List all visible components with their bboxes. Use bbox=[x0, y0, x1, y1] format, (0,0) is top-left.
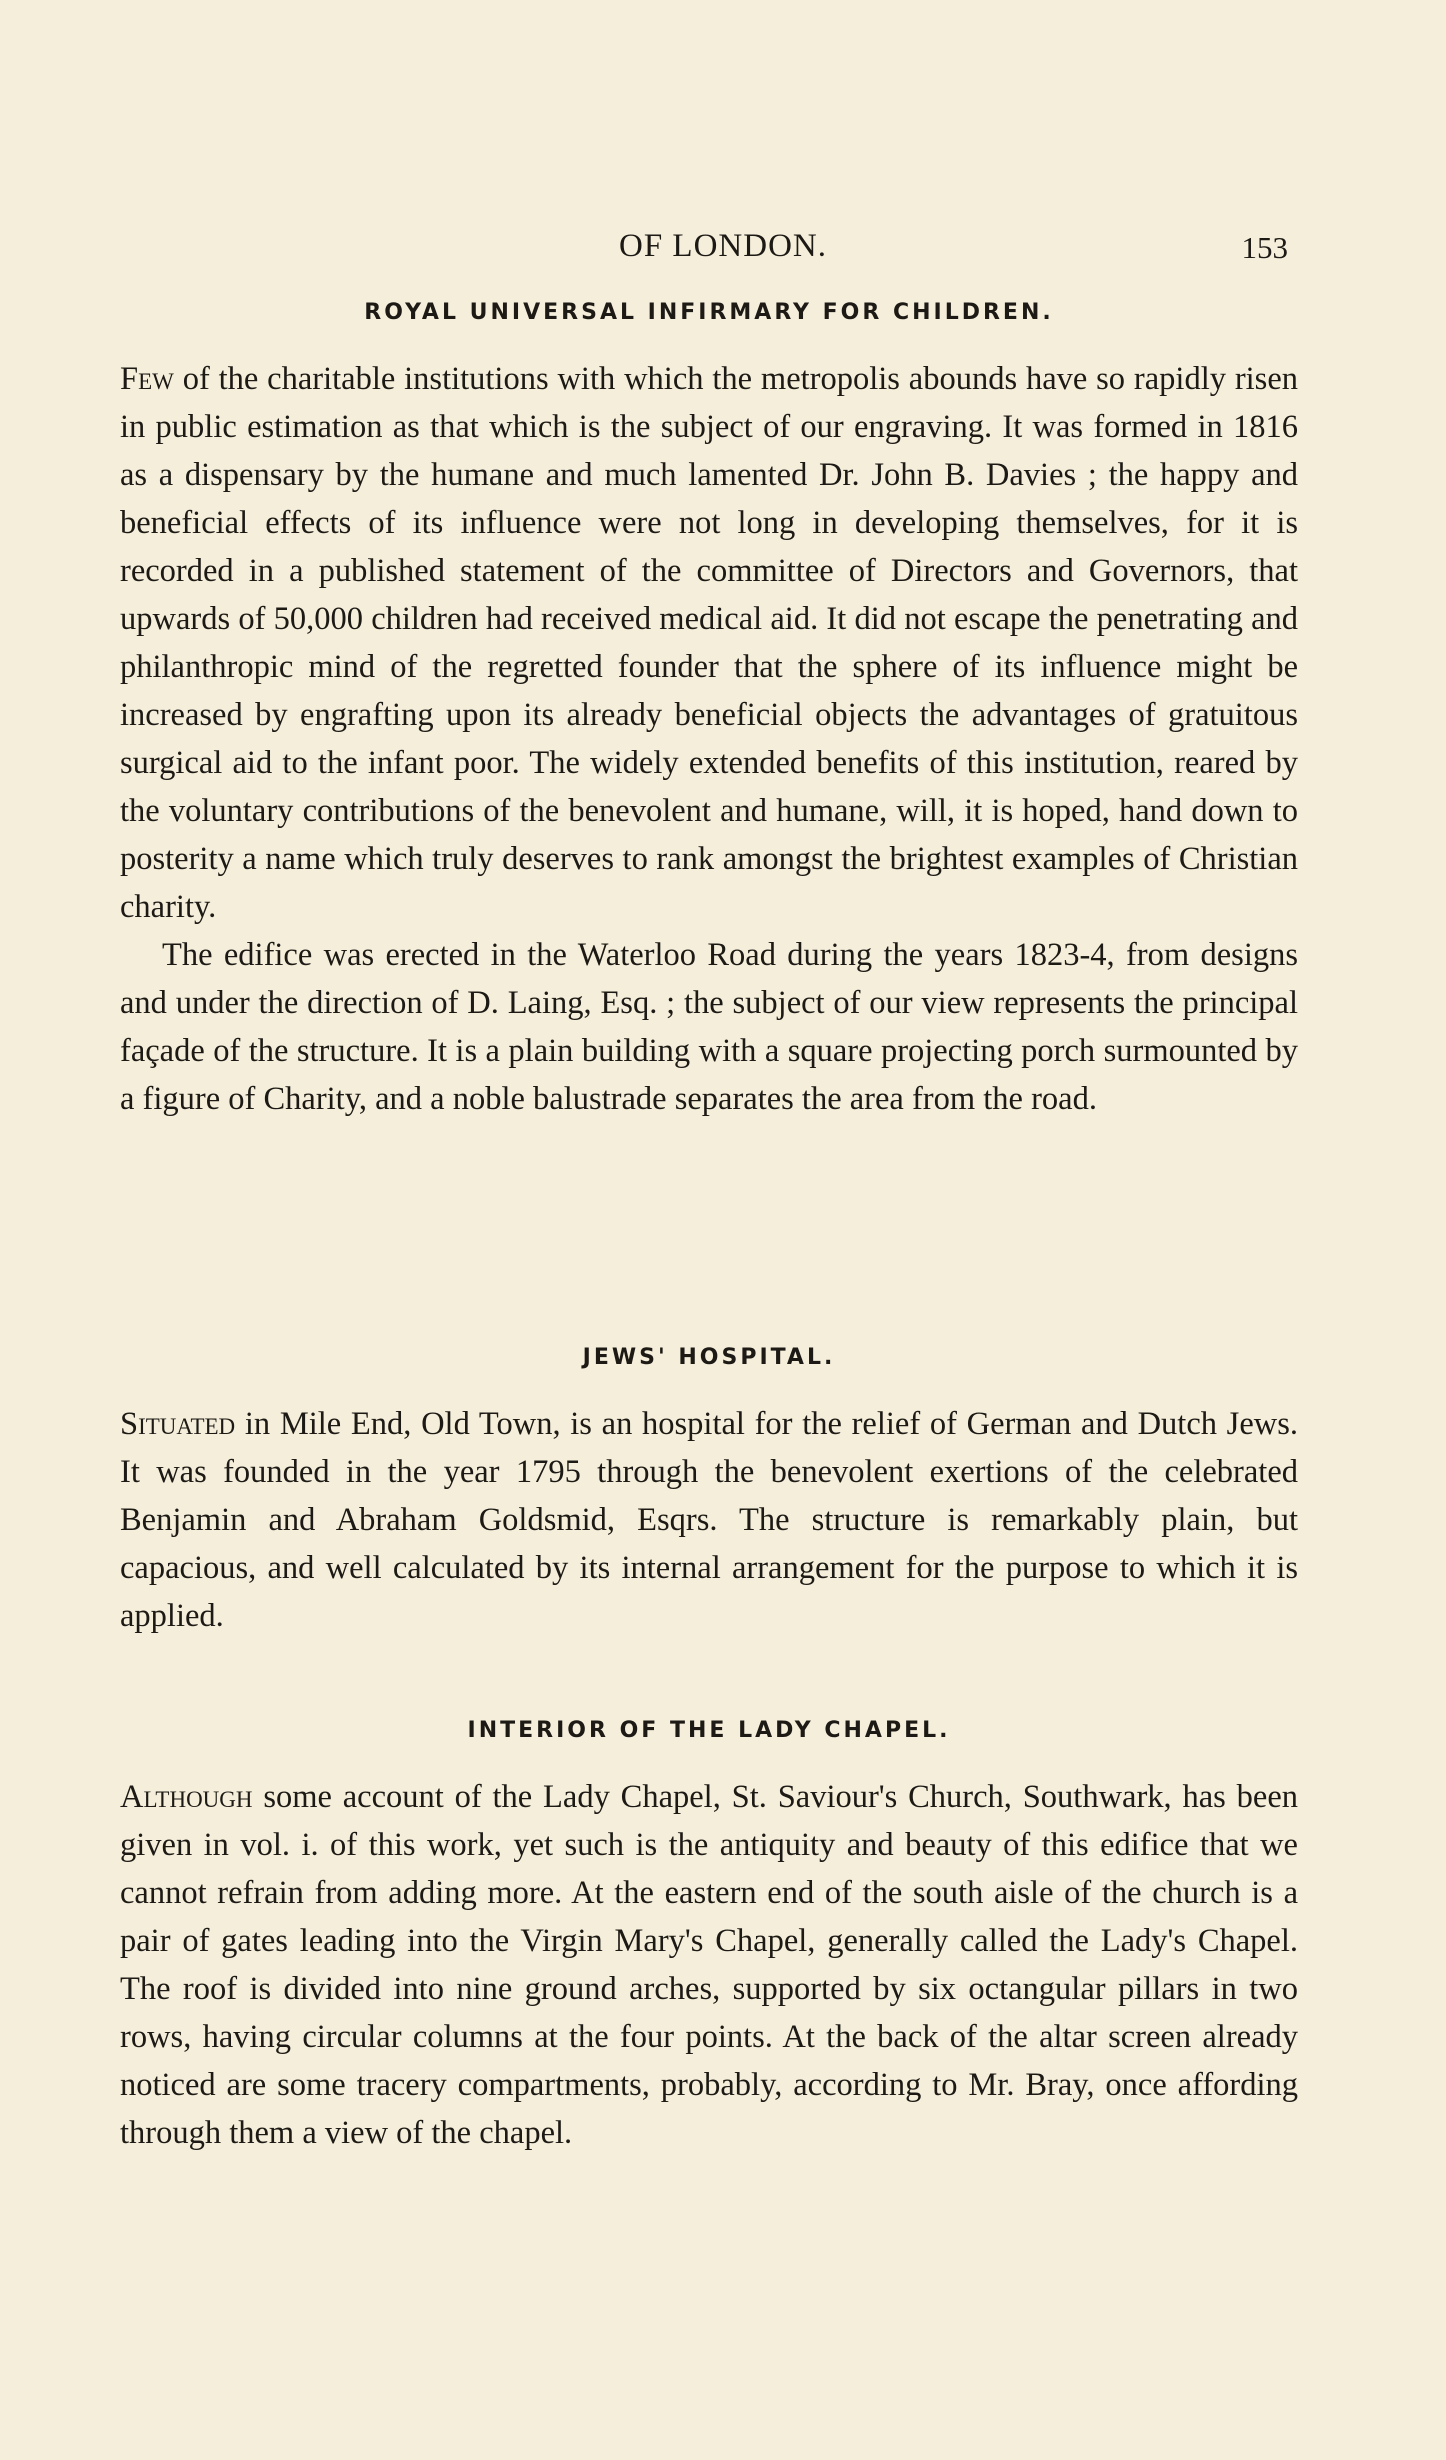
paragraph bbox=[120, 355, 1298, 931]
section-heading: INTERIOR OF THE LADY CHAPEL. bbox=[467, 1718, 951, 1743]
paragraph bbox=[120, 1400, 1298, 1640]
paragraph: The edifice was erected in the Waterloo Road during the years 1823-4, from designs and under the direction of D. Laing, Esq. ; the subject of our view represents the principal façade of the structure. It is a plain building with a square projecting porch surmounted by a figure of Charity, and a noble balustrade separates the area from the road. bbox=[120, 937, 1298, 1117]
paragraph-text: some account of the Lady Chapel, St. Saviour's Church, Southwark, has been given in vol. i. of this work, yet such is the antiquity and beauty of this edifice that we cannot refrain from adding more. At the eastern end of the south aisle of the church is a pair of gates leading into the Virgin Mary's Chapel, generally called the Lady's Chapel. The roof is divided into nine ground arches, supported by six octangular pillars in two rows, having circular columns at the four points. At the back of the altar screen already noticed are some tracery compartments, probably, according to Mr. Bray, once affording through them a view of the chapel. bbox=[120, 1779, 1298, 2151]
paragraph-lead: Few bbox=[120, 361, 174, 397]
section-heading: ROYAL UNIVERSAL INFIRMARY FOR CHILDREN. bbox=[364, 300, 1054, 325]
running-head bbox=[0, 228, 1446, 268]
paragraph-lead: Although bbox=[120, 1779, 253, 1815]
section-lady-chapel bbox=[120, 1718, 1298, 2157]
paragraph-text: of the charitable institutions with which the metropolis abounds have so rapidly risen in public estimation as that which is the subject of our engraving. It was formed in 1816 as a dispensary by the humane and much lamented Dr. John B. Davies ; the happy and beneficial effects of its influence were not long in developing themselves, for it is recorded in a published statement of the committee of Directors and Governors, that upwards of 50,000 children had received medical aid. It did not escape the penetrating and philanthropic mind of the regretted founder that the sphere of its influence might be increased by engrafting upon its already beneficial objects the advantages of gratuitous surgical aid to the infant poor. The widely extended benefits of this institution, reared by the voluntary contributions of the benevolent and humane, will, it is hoped, hand down to posterity a name which truly deserves to rank amongst the brightest examples of Christian charity. bbox=[120, 361, 1298, 925]
paragraph-lead: Situated bbox=[120, 1406, 236, 1442]
paragraph bbox=[120, 1773, 1298, 2157]
section-heading: JEWS' HOSPITAL. bbox=[582, 1345, 836, 1370]
running-title: OF LONDON. bbox=[619, 228, 827, 264]
page-number: 153 bbox=[1241, 230, 1288, 265]
paragraph-text: in Mile End, Old Town, is an hospital for the relief of German and Dutch Jews. It was founded in the year 1795 through the benevolent exertions of the celebrated Benjamin and Abraham Goldsmid, Esqrs. The structure is remarkably plain, but capacious, and well calculated by its internal arrangement for the purpose to which it is applied. bbox=[120, 1406, 1298, 1634]
section-jews-hospital bbox=[120, 1345, 1298, 1640]
section-royal-infirmary bbox=[120, 300, 1298, 1123]
